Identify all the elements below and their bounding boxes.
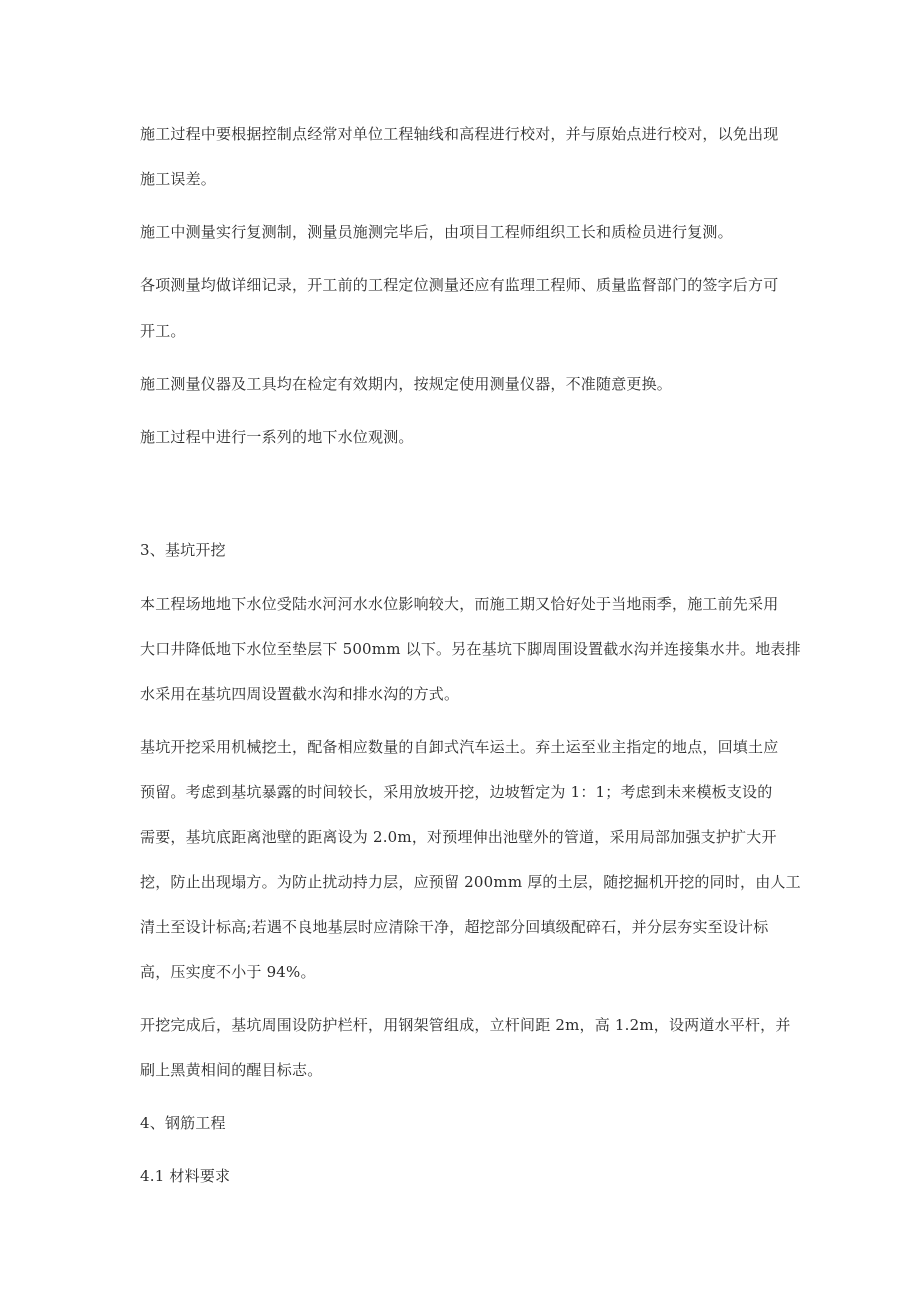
- text-line: 开工。: [140, 322, 186, 340]
- text-line: 大口井降低地下水位至垫层下 500mm 以下。另在基坑下脚周围设置截水沟并连接集水井。地表排: [140, 640, 801, 658]
- text-line: 挖，防止出现塌方。为防止扰动持力层，应预留 200mm 厚的土层，随挖掘机开挖的同时，由人工: [140, 873, 801, 891]
- text-line: 清土至设计标高;若遇不良地基层时应清除干净，超挖部分回填级配碎石，并分层夯实至设计标: [140, 918, 769, 936]
- text-line: 施工过程中要根据控制点经常对单位工程轴线和高程进行校对，并与原始点进行校对，以免出现: [140, 125, 779, 143]
- text-line: 需要，基坑底距离池壁的距离设为 2.0m，对预埋伸出池壁外的管道，采用局部加强支护扩大开: [140, 828, 777, 846]
- text-line: 预留。考虑到基坑暴露的时间较长，采用放坡开挖，边坡暂定为 1：1；考虑到未来模板支设的: [140, 783, 773, 801]
- subsection-heading: 4.1 材料要求: [140, 1167, 231, 1185]
- text-line: 高，压实度不小于 94%。: [140, 963, 316, 981]
- text-line: 开挖完成后，基坑周围设防护栏杆，用钢架管组成，立杆间距 2m，高 1.2m，设两道水平杆，并: [140, 1016, 791, 1034]
- text-line: 施工过程中进行一系列的地下水位观测。: [140, 428, 414, 446]
- text-line: 本工程场地地下水位受陆水河河水水位影响较大，而施工期又恰好处于当地雨季，施工前先采用: [140, 595, 779, 613]
- text-line: 刷上黑黄相间的醒目标志。: [140, 1061, 323, 1079]
- text-line: 各项测量均做详细记录，开工前的工程定位测量还应有监理工程师、质量监督部门的签字后方可: [140, 276, 779, 294]
- section-heading: 4、钢筋工程: [140, 1114, 226, 1132]
- text-line: 水采用在基坑四周设置截水沟和排水沟的方式。: [140, 685, 460, 703]
- text-line: 施工中测量实行复测制，测量员施测完毕后，由项目工程师组织工长和质检员进行复测。: [140, 223, 733, 241]
- text-line: 基坑开挖采用机械挖土，配备相应数量的自卸式汽车运土。弃土运至业主指定的地点，回填土应: [140, 738, 779, 756]
- section-heading: 3、基坑开挖: [140, 541, 226, 559]
- text-line: 施工测量仪器及工具均在检定有效期内，按规定使用测量仪器，不准随意更换。: [140, 375, 673, 393]
- text-line: 施工误差。: [140, 170, 217, 188]
